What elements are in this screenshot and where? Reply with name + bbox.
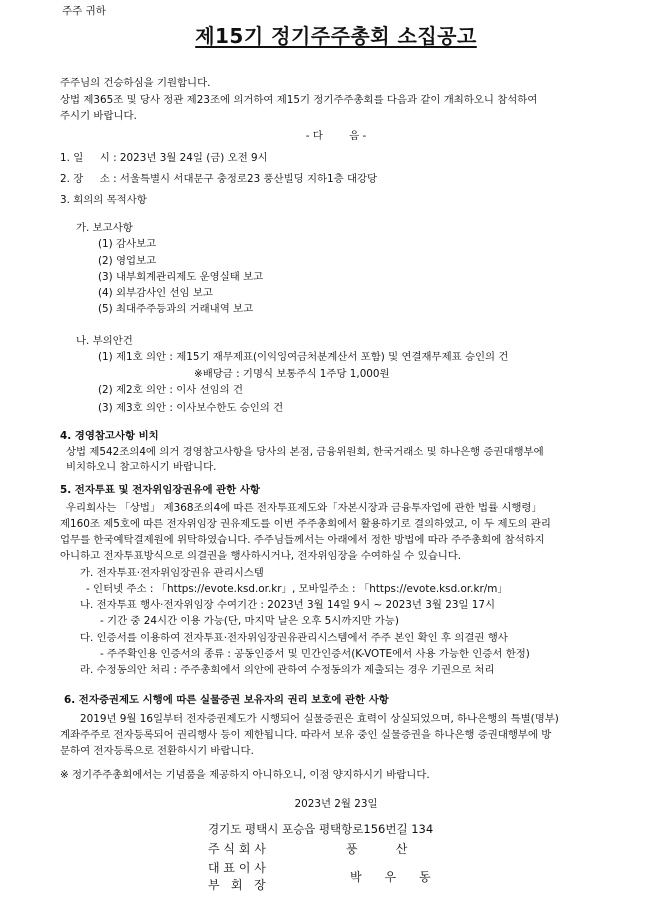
report-item: (3) 내부회계관리제도 운영실태 보고	[98, 271, 264, 283]
section-5-text: 아니하고 전자투표방식으로 의결권을 행사하시거나, 전자위임장을 수여하실 수 있습니다.	[60, 550, 462, 562]
section-4-text: 비치하오니 참고하시기 바랍니다.	[66, 461, 217, 473]
intro-line-1: 주주님의 건승하심을 기원합니다.	[60, 77, 211, 89]
evote-period-detail: - 기간 중 24시간 이용 가능(단, 마지막 날은 오후 5시까지만 가능)	[100, 615, 399, 627]
evote-certificate: 다. 인증서를 이용하여 전자투표·전자위임장권유관리시스템에서 주주 본인 확인 후 의결권 행사	[80, 632, 508, 644]
meeting-venue: 2. 장 소 : 서울특별시 서대문구 충정로23 풍산빌딩 지하1층 대강당	[60, 173, 378, 185]
section-6-heading: 6. 전자증권제도 시행에 따른 실물증권 보유자의 권리 보호에 관한 사항	[64, 694, 389, 706]
section-6-text: 문하여 전자등록으로 전환하시기 바랍니다.	[60, 745, 254, 757]
evote-certificate-detail: - 주주확인용 인증서의 종류 : 공동인증서 및 민간인증서(K-VOTE에서 사용 가능한 인증서 한정)	[100, 648, 530, 660]
report-item: (1) 감사보고	[98, 238, 157, 250]
section-5-text: 제160조 제5호에 따른 전자위임장 권유제도를 이번 주주총회에서 활용하기로 결의하였고, 이 두 제도의 관리	[60, 518, 551, 530]
company-type: 주 식 회 사	[208, 842, 266, 856]
evote-period: 나. 전자투표 행사·전자위임장 수여기간 : 2023년 3월 14일 9시 ~ 2023년 3월 23일 17시	[80, 599, 496, 611]
ceo-name: 박 우 동	[350, 870, 431, 884]
page-title: 제15기 정기주주총회 소집공고	[195, 24, 477, 48]
notice-heading: - 다 음 -	[305, 130, 367, 142]
section-6-text: 계좌주주로 전자등록되어 권리행사 등이 제한됩니다. 따라서 보유 중인 실물증권을 하나은행 증권대행부에 방	[60, 729, 552, 741]
company-address: 경기도 평택시 포승읍 평택항로156번길 134	[208, 822, 434, 836]
report-item: (4) 외부감사인 선임 보고	[98, 287, 213, 299]
dividend-note: ※배당금 : 기명식 보통주식 1주당 1,000원	[194, 368, 390, 380]
evote-urls: - 인터넷 주소 : 「https://evote.ksd.or.kr」, 모바일주소 : 「https://evote.ksd.or.kr/m」	[86, 583, 508, 595]
meeting-datetime: 1. 일 시 : 2023년 3월 24일 (금) 오전 9시	[60, 152, 268, 164]
agenda-heading: 나. 부의안건	[76, 335, 133, 347]
report-item: (2) 영업보고	[98, 255, 157, 267]
evote-amendment: 라. 수정동의안 처리 : 주주총회에서 의안에 관하여 수정동의가 제출되는 경우 기권으로 처리	[80, 664, 495, 676]
report-heading: 가. 보고사항	[76, 222, 133, 234]
report-item: (5) 최대주주등과의 거래내역 보고	[98, 303, 254, 315]
section-5-heading: 5. 전자투표 및 전자위임장권유에 관한 사항	[60, 484, 260, 496]
agenda-item-2: (2) 제2호 의안 : 이사 선임의 건	[98, 384, 244, 396]
company-name: 풍 산	[346, 842, 408, 856]
section-5-text: 우리회사는 「상법」 제368조의4에 따른 전자투표제도와「자본시장과 금융투자업에 관한 법률 시행령」	[66, 502, 542, 514]
evote-system-heading: 가. 전자투표·전자위임장권유 관리시스템	[80, 567, 264, 579]
closing-note: ※ 정기주주총회에서는 기념품을 제공하지 아니하오니, 이점 양지하시기 바랍니다.	[60, 769, 430, 781]
agenda-item-3: (3) 제3호 의안 : 이사보수한도 승인의 건	[98, 402, 284, 414]
addressee: 주주 귀하	[62, 5, 106, 17]
section-6-text: 2019년 9월 16일부터 전자증권제도가 시행되어 실물증권은 효력이 상실되었으며, 하나은행의 특별(명부)	[80, 713, 559, 725]
vice-chairman-title: 부 회 장	[208, 878, 266, 892]
section-4-text: 상법 제542조의4에 의거 경영참고사항을 당사의 본점, 금융위원회, 한국거래소 및 하나은행 증권대행부에	[66, 446, 544, 458]
notice-date: 2023년 2월 23일	[294, 798, 378, 810]
representative-title: 대 표 이 사	[208, 861, 266, 875]
section-5-text: 업무를 한국예탁결제원에 위탁하였습니다. 주주님들께서는 아래에서 정한 방법에 따라 주주총회에 참석하지	[60, 534, 545, 546]
intro-line-3: 주시기 바랍니다.	[60, 110, 137, 122]
section-4-heading: 4. 경영참고사항 비치	[60, 430, 159, 442]
intro-line-2: 상법 제365조 및 당사 정관 제23조에 의거하여 제15기 정기주주총회를 다음과 같이 개최하오니 참석하여	[60, 94, 538, 106]
agenda-item-1: (1) 제1호 의안 : 제15기 재무제표(이익잉여금처분계산서 포함) 및 연결재무제표 승인의 건	[98, 351, 509, 363]
agenda-section-heading: 3. 회의의 목적사항	[60, 194, 147, 206]
